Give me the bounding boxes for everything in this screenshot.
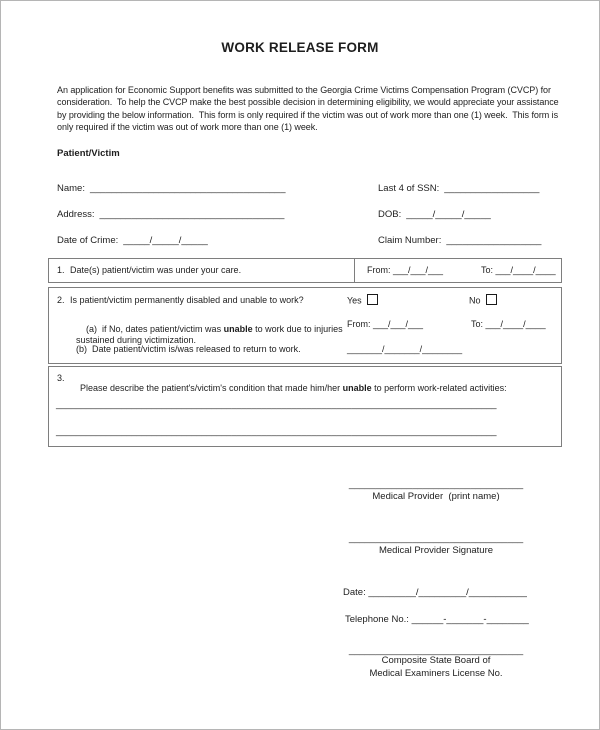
table-row-3 — [48, 366, 562, 447]
row3-question-pre: Please describe the patient's/victim's condition that made him/her — [80, 383, 343, 393]
date-of-crime-label: Date of Crime: — [57, 235, 119, 246]
signature-date-label: Date: — [343, 587, 366, 598]
row1-question: Date(s) patient/victim was under your care. — [70, 265, 242, 275]
license-label-line1: Composite State Board of — [381, 655, 491, 666]
claim-number-blank[interactable]: __________________ — [446, 235, 542, 246]
address-blank[interactable]: ___________________________________ — [99, 209, 285, 220]
ssn-blank[interactable]: __________________ — [444, 183, 540, 194]
row2a-to-field — [471, 319, 546, 329]
row1-number: 1. — [57, 265, 65, 275]
address-field — [57, 209, 284, 220]
row2a-from-blank[interactable]: ___/___/___ — [373, 319, 424, 329]
row3-write-line-2[interactable]: ________________________________________________________________________________________ — [56, 426, 497, 436]
row2-yes-option — [347, 294, 378, 306]
address-label: Address: — [57, 209, 95, 220]
page-title: WORK RELEASE FORM — [221, 40, 379, 55]
row2-no-option — [469, 294, 497, 306]
yes-checkbox[interactable] — [367, 294, 378, 305]
ssn-label: Last 4 of SSN: — [378, 183, 440, 194]
license-label-line2: Medical Examiners License No. — [369, 668, 503, 679]
row1-from-field — [367, 265, 443, 275]
row2a-text-post: to work due to injuries sustained during victimization. — [76, 323, 346, 346]
row2b-date-blank[interactable]: _______/_______/________ — [347, 344, 463, 354]
row1-to-label: To: — [481, 265, 494, 275]
date-of-crime-field — [57, 235, 208, 246]
row3-write-line-1[interactable]: ________________________________________________________________________________________ — [56, 399, 497, 409]
dob-label: DOB: — [378, 209, 402, 220]
no-label: No — [469, 295, 481, 306]
no-checkbox[interactable] — [486, 294, 497, 305]
provider-print-line[interactable]: _________________________________ — [348, 479, 524, 490]
row1-to-field — [481, 265, 556, 275]
row2a-text-pre: (a) if No, dates patient/victim was — [86, 323, 224, 334]
telephone-blank[interactable]: ______-_______-________ — [411, 614, 529, 625]
row3-number: 3. — [57, 373, 65, 383]
row1-to-blank[interactable]: ___/____/____ — [495, 265, 556, 275]
row2b-text: (b) Date patient/victim is/was released to return to work. — [76, 344, 301, 354]
row2a-from-field — [347, 319, 423, 329]
provider-signature-label: Medical Provider Signature — [378, 545, 494, 556]
row3-question-post: to perform work-related activities: — [371, 383, 507, 393]
claim-number-field — [378, 235, 541, 246]
row2a-to-blank[interactable]: ___/____/____ — [485, 319, 546, 329]
signature-date-blank[interactable]: _________/_________/___________ — [368, 587, 527, 598]
row1-from-blank[interactable]: ___/___/___ — [393, 265, 444, 275]
yes-label: Yes — [347, 295, 362, 306]
name-label: Name: — [57, 183, 85, 194]
ssn-field — [378, 183, 539, 194]
telephone-field — [345, 614, 529, 625]
dob-blank[interactable]: _____/_____/_____ — [406, 209, 491, 220]
row2-question: Is patient/victim permanently disabled and unable to work? — [70, 295, 304, 305]
row2a-to-label: To: — [471, 319, 484, 329]
intro-paragraph: An application for Economic Support benefits was submitted to the Georgia Crime Victims Compensation Program (CVCP) for consideration. To help the CVCP make the best possible decision in determining eligibility, we would appreciate your assistance by providing the below information. This form is only required if the victim was out of work more than one (1) week. This form is only required if the victim was out of work more than one (1) week. — [57, 85, 562, 133]
license-number-line[interactable]: _________________________________ — [348, 645, 524, 656]
row2-number: 2. — [57, 295, 65, 305]
row1-from-label: From: — [367, 265, 391, 275]
row3-question-bold: unable — [342, 383, 372, 393]
row2a-text-bold: unable — [223, 323, 253, 334]
date-of-crime-blank[interactable]: _____/_____/_____ — [123, 235, 208, 246]
provider-print-label: Medical Provider (print name) — [372, 491, 500, 502]
dob-field — [378, 209, 491, 220]
row1-cell-divider — [354, 259, 355, 282]
name-field — [57, 183, 285, 194]
table-row-2 — [48, 287, 562, 364]
section-heading-patient-victim: Patient/Victim — [57, 148, 120, 159]
row2a-from-label: From: — [347, 319, 371, 329]
signature-date-field — [343, 587, 527, 598]
name-blank[interactable]: _____________________________________ — [89, 183, 286, 194]
provider-signature-line[interactable]: _________________________________ — [348, 533, 524, 544]
telephone-label: Telephone No.: — [345, 614, 409, 625]
table-row-1 — [48, 258, 562, 283]
claim-number-label: Claim Number: — [378, 235, 442, 246]
